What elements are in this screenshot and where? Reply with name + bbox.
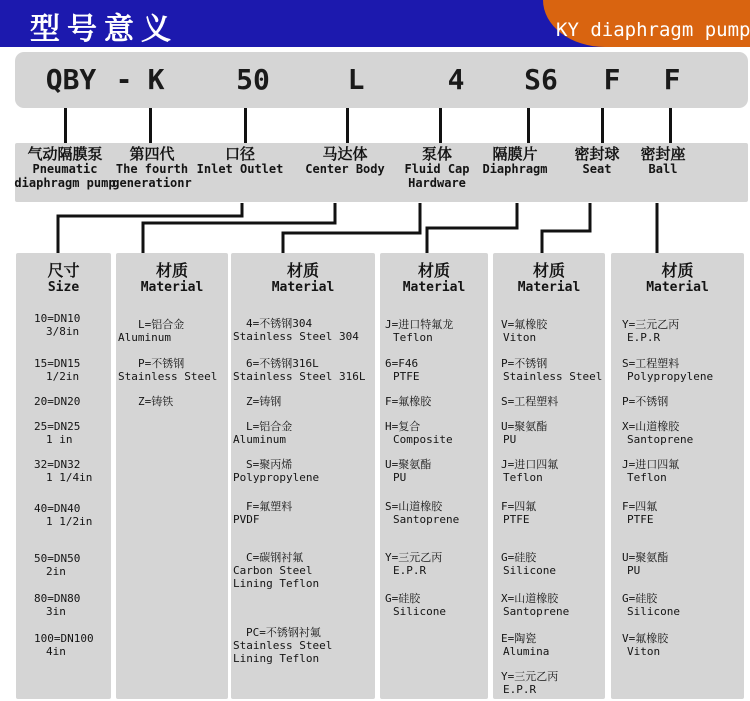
material-item xyxy=(16,502,111,528)
code-tick-line xyxy=(244,108,248,143)
item-code: F=氟橡胶 xyxy=(385,395,432,408)
label-cn: 气动隔膜泵 xyxy=(27,145,103,163)
item-translation: Aluminum xyxy=(233,433,286,446)
material-item xyxy=(231,458,375,484)
item-translation: PU xyxy=(503,433,517,446)
item-code: 100=DN100 xyxy=(34,632,94,645)
material-item xyxy=(611,318,744,344)
item-translation: 1/2in xyxy=(46,370,80,383)
column-heading-en: Material xyxy=(646,280,709,295)
column-heading-en: Size xyxy=(47,280,80,295)
item-translation: 2in xyxy=(46,565,66,578)
material-item xyxy=(493,500,605,526)
item-code: Y=三元乙丙 xyxy=(501,670,559,683)
item-code: 6=F46 xyxy=(385,357,419,370)
code-label-group xyxy=(404,146,469,190)
material-item xyxy=(116,395,228,408)
code-tick-line xyxy=(346,108,350,143)
item-code: J=进口特氟龙 xyxy=(385,318,454,331)
label-en: Ball xyxy=(648,162,678,176)
column-heading xyxy=(380,261,488,295)
code-segment: S6 xyxy=(524,63,558,96)
column-heading-cn: 材质 xyxy=(532,261,565,280)
item-code: 10=DN10 xyxy=(34,312,81,325)
item-translation: Stainless Steel xyxy=(118,370,218,383)
material-item xyxy=(493,592,605,618)
column-heading-en: Material xyxy=(271,280,335,295)
item-translation: PTFE xyxy=(503,513,530,526)
material-item xyxy=(380,318,488,344)
code-label-group xyxy=(112,146,191,190)
code-tick-line xyxy=(439,108,443,143)
item-code: U=聚氨酯 xyxy=(622,551,669,564)
column-heading xyxy=(231,261,375,295)
item-code: 50=DN50 xyxy=(34,552,81,565)
material-item xyxy=(493,318,605,344)
item-translation: E.P.R xyxy=(503,683,537,696)
item-translation: Silicone xyxy=(393,605,446,618)
item-code: 32=DN32 xyxy=(34,458,81,471)
code-label-group xyxy=(640,146,685,177)
material-item xyxy=(611,632,744,658)
material-item xyxy=(231,357,375,383)
label-en: Seat xyxy=(582,162,612,176)
label-cn: 泵体 xyxy=(421,145,452,163)
item-translation: PU xyxy=(393,471,407,484)
item-code: H=复合 xyxy=(385,420,421,433)
material-item xyxy=(611,500,744,526)
label-cn: 隔膜片 xyxy=(492,145,538,163)
item-code: V=氟橡胶 xyxy=(622,632,669,645)
material-item xyxy=(231,500,375,526)
item-translation: Carbon Steel xyxy=(233,564,313,577)
material-item xyxy=(611,592,744,618)
code-tick-line xyxy=(527,108,531,143)
column-heading xyxy=(493,261,605,295)
column-heading xyxy=(16,261,111,295)
item-translation: E.P.R xyxy=(627,331,661,344)
material-item xyxy=(611,395,744,408)
material-item xyxy=(493,458,605,484)
material-item xyxy=(380,458,488,484)
code-label-group xyxy=(14,146,115,190)
material-item xyxy=(380,420,488,446)
item-translation: Silicone xyxy=(503,564,556,577)
item-code: 25=DN25 xyxy=(34,420,81,433)
item-translation: Lining Teflon xyxy=(233,577,320,590)
item-translation: Viton xyxy=(503,331,537,344)
code-segment: F xyxy=(603,63,621,96)
code-label-group xyxy=(197,146,284,177)
label-en: diaphragm pump xyxy=(14,175,116,190)
connector-line xyxy=(283,203,420,253)
material-item xyxy=(231,420,375,446)
column-heading-cn: 材质 xyxy=(286,261,319,280)
label-cn: 口径 xyxy=(224,145,256,163)
item-code: L=铝合金 xyxy=(246,420,293,433)
column-heading-cn: 材质 xyxy=(155,261,188,280)
materials-column xyxy=(380,253,488,699)
material-item xyxy=(493,551,605,577)
item-translation: Teflon xyxy=(393,331,433,344)
code-label-group xyxy=(305,146,384,177)
item-translation: PTFE xyxy=(393,370,420,383)
label-cn: 马达体 xyxy=(322,145,368,163)
material-item xyxy=(116,357,228,383)
item-code: 20=DN20 xyxy=(34,395,81,408)
item-translation: Polypropylene xyxy=(233,471,320,484)
material-item xyxy=(611,551,744,577)
item-translation: Stainless Steel xyxy=(233,639,333,652)
item-translation: 3in xyxy=(46,605,66,618)
item-translation: 1 1/4in xyxy=(46,471,93,484)
item-code: S=山道橡胶 xyxy=(385,500,443,513)
code-segment: K xyxy=(147,63,165,96)
item-translation: PU xyxy=(627,564,641,577)
item-translation: Composite xyxy=(393,433,453,446)
material-item xyxy=(611,420,744,446)
item-translation: Teflon xyxy=(627,471,667,484)
material-item xyxy=(611,458,744,484)
item-code: Z=铸钢 xyxy=(246,395,282,408)
label-cn: 第四代 xyxy=(129,145,175,163)
material-item xyxy=(231,395,375,408)
item-code: J=进口四氟 xyxy=(501,458,559,471)
label-en: The fourth xyxy=(115,162,189,176)
column-heading-cn: 尺寸 xyxy=(47,261,80,280)
connector-line xyxy=(143,203,335,253)
item-translation: 1 in xyxy=(46,433,73,446)
material-item xyxy=(611,357,744,383)
item-code: P=不锈钢 xyxy=(501,357,548,370)
material-item xyxy=(380,395,488,408)
column-heading-cn: 材质 xyxy=(661,261,694,280)
material-item xyxy=(116,318,228,344)
material-item xyxy=(16,395,111,408)
item-code: C=碳钢衬氟 xyxy=(246,551,304,564)
item-code: F=四氟 xyxy=(501,500,537,513)
label-cn: 密封座 xyxy=(640,145,686,163)
item-code: 6=不锈钢316L xyxy=(246,357,319,370)
material-item xyxy=(380,551,488,577)
item-translation: Stainless Steel 316L xyxy=(233,370,366,383)
label-en: Hardware xyxy=(408,175,466,190)
item-translation: Aluminum xyxy=(118,331,171,344)
code-segment: QBY xyxy=(45,63,97,96)
item-code: P=不锈钢 xyxy=(622,395,669,408)
label-en: Pneumatic xyxy=(32,162,98,176)
label-en: Center Body xyxy=(305,162,385,176)
material-item xyxy=(16,552,111,578)
item-code: S=聚丙烯 xyxy=(246,458,293,471)
item-translation: Stainless Steel xyxy=(503,370,603,383)
item-code: V=氟橡胶 xyxy=(501,318,548,331)
item-translation: Silicone xyxy=(627,605,680,618)
item-translation: E.P.R xyxy=(393,564,427,577)
item-translation: Santoprene xyxy=(393,513,460,526)
item-code: Z=铸铁 xyxy=(138,395,174,408)
item-code: U=聚氨酯 xyxy=(501,420,548,433)
label-en: generationr xyxy=(112,175,192,190)
material-item xyxy=(231,626,375,665)
code-segment: - xyxy=(115,63,133,96)
material-item xyxy=(16,312,111,338)
item-translation: Alumina xyxy=(503,645,550,658)
column-heading-en: Material xyxy=(140,280,204,295)
materials-column xyxy=(231,253,375,699)
column-heading xyxy=(611,261,744,295)
item-code: Y=三元乙丙 xyxy=(622,318,680,331)
material-item xyxy=(231,551,375,590)
item-code: E=陶瓷 xyxy=(501,632,537,645)
column-heading-en: Material xyxy=(517,280,581,295)
materials-column xyxy=(493,253,605,699)
connector-line xyxy=(542,203,590,253)
code-tick-line xyxy=(601,108,605,143)
item-code: U=聚氨酯 xyxy=(385,458,432,471)
code-tick-line xyxy=(669,108,673,143)
item-code: S=工程塑料 xyxy=(501,395,559,408)
item-translation: PVDF xyxy=(233,513,260,526)
label-en: Inlet Outlet xyxy=(196,162,284,176)
material-item xyxy=(493,357,605,383)
code-label-group xyxy=(574,146,619,177)
material-item xyxy=(16,592,111,618)
item-translation: 4in xyxy=(46,645,66,658)
column-heading-en: Material xyxy=(402,280,466,295)
item-code: 4=不锈钢304 xyxy=(246,317,313,330)
code-label-group xyxy=(482,146,547,177)
item-code: G=硅胶 xyxy=(622,592,658,605)
brand-badge-label: KY diaphragm pump xyxy=(556,19,750,41)
materials-column xyxy=(611,253,744,699)
material-item xyxy=(493,395,605,408)
item-code: G=硅胶 xyxy=(385,592,421,605)
item-translation: Viton xyxy=(627,645,661,658)
item-code: J=进口四氟 xyxy=(622,458,680,471)
item-code: X=山道橡胶 xyxy=(501,592,559,605)
code-tick-line xyxy=(64,108,68,143)
material-item xyxy=(493,670,605,696)
material-item xyxy=(16,357,111,383)
label-cn: 密封球 xyxy=(574,145,620,163)
item-translation: PTFE xyxy=(627,513,654,526)
item-translation: Teflon xyxy=(503,471,543,484)
item-code: PC=不锈钢衬氟 xyxy=(246,626,321,639)
item-translation: 1 1/2in xyxy=(46,515,93,528)
item-translation: 3/8in xyxy=(46,325,80,338)
column-heading xyxy=(116,261,228,295)
item-translation: Santoprene xyxy=(627,433,694,446)
item-translation: Polypropylene xyxy=(627,370,714,383)
item-code: 80=DN80 xyxy=(34,592,81,605)
item-code: F=四氟 xyxy=(622,500,658,513)
item-code: X=山道橡胶 xyxy=(622,420,680,433)
item-code: Y=三元乙丙 xyxy=(385,551,443,564)
material-item xyxy=(380,592,488,618)
page-title: 型号意义 xyxy=(30,12,178,47)
code-segment: 50 xyxy=(236,63,270,96)
item-code: S=工程塑料 xyxy=(622,357,680,370)
connector-line xyxy=(58,203,242,253)
app-header xyxy=(0,0,750,47)
material-item xyxy=(493,632,605,658)
label-en: Diaphragm xyxy=(482,162,548,176)
material-item xyxy=(380,500,488,526)
code-tick-line xyxy=(149,108,153,143)
item-code: 15=DN15 xyxy=(34,357,81,370)
material-item xyxy=(16,632,111,658)
item-code: L=铝合金 xyxy=(138,318,185,331)
material-item xyxy=(16,420,111,446)
item-translation: Lining Teflon xyxy=(233,652,320,665)
material-item xyxy=(493,420,605,446)
item-code: P=不锈钢 xyxy=(138,357,185,370)
material-item xyxy=(380,357,488,383)
item-code: F=氟塑料 xyxy=(246,500,293,513)
material-item xyxy=(16,458,111,484)
item-code: 40=DN40 xyxy=(34,502,81,515)
materials-column xyxy=(16,253,111,699)
code-segment: L xyxy=(347,63,365,96)
material-item xyxy=(231,317,375,343)
column-heading-cn: 材质 xyxy=(417,261,450,280)
code-segment: 4 xyxy=(447,63,465,96)
code-segment: F xyxy=(663,63,681,96)
materials-column xyxy=(116,253,228,699)
item-translation: Santoprene xyxy=(503,605,570,618)
item-translation: Stainless Steel 304 xyxy=(233,330,359,343)
item-code: G=硅胶 xyxy=(501,551,537,564)
label-en: Fluid Cap xyxy=(404,162,470,176)
connector-line xyxy=(427,203,517,253)
